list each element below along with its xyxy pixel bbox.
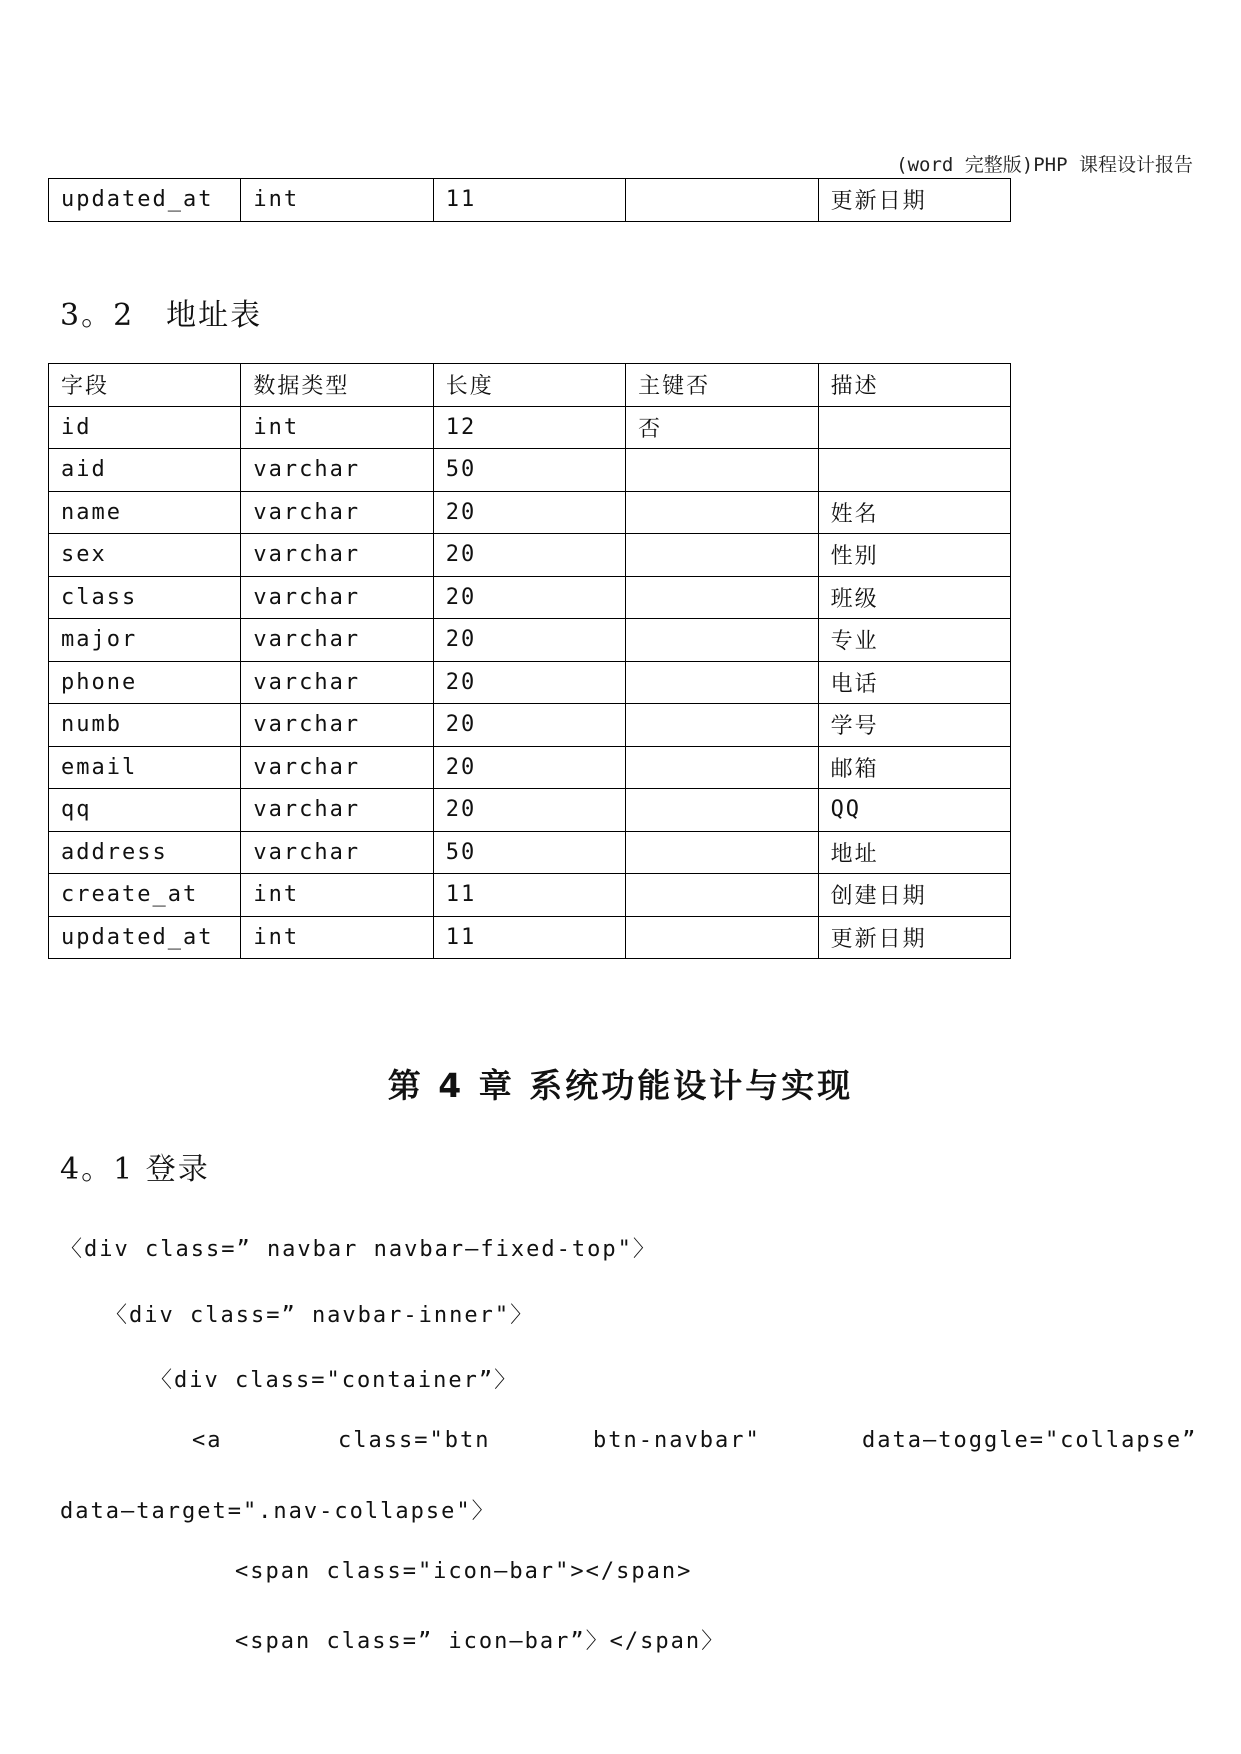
- table-cell: [626, 746, 818, 789]
- code-token: <a: [192, 1428, 223, 1453]
- code-token: btn-navbar": [593, 1428, 761, 1453]
- table-cell: varchar: [241, 704, 433, 747]
- table-row: [49, 874, 1011, 917]
- table-row: [49, 789, 1011, 832]
- table-cell: [626, 789, 818, 832]
- table-cell: 20: [433, 661, 625, 704]
- table-row: [49, 746, 1011, 789]
- table-cell: sex: [49, 534, 241, 577]
- table-row: [49, 534, 1011, 577]
- table-cell: email: [49, 746, 241, 789]
- table-row: [49, 619, 1011, 662]
- table-cell: 20: [433, 746, 625, 789]
- table-cell: 学号: [818, 704, 1010, 747]
- table-cell: class: [49, 576, 241, 619]
- table-cell: 11: [433, 874, 625, 917]
- table-cell: [626, 534, 818, 577]
- table-cell: 20: [433, 491, 625, 534]
- table-cell: 20: [433, 534, 625, 577]
- table-cell: varchar: [241, 491, 433, 534]
- table-cell: int: [241, 916, 433, 959]
- code-token: class="btn: [338, 1428, 491, 1453]
- table-cell: 更新日期: [818, 179, 1010, 222]
- chapter-title: 第 4 章 系统功能设计与实现: [387, 1066, 854, 1105]
- code-line: 〈div class="container”〉: [150, 1368, 519, 1393]
- column-header: 描述: [818, 364, 1010, 407]
- table-cell: numb: [49, 704, 241, 747]
- table-cell: 否: [626, 406, 818, 449]
- table-cell: updated_at: [49, 916, 241, 959]
- table-cell: varchar: [241, 534, 433, 577]
- table-row: [49, 179, 1011, 222]
- column-header: 长度: [433, 364, 625, 407]
- table-cell: 姓名: [818, 491, 1010, 534]
- table-cell: varchar: [241, 449, 433, 492]
- table-cell: int: [241, 874, 433, 917]
- column-header: 主键否: [626, 364, 818, 407]
- table-cell: 12: [433, 406, 625, 449]
- table-cell: aid: [49, 449, 241, 492]
- table-cell: 地址: [818, 831, 1010, 874]
- table-cell: 电话: [818, 661, 1010, 704]
- table-cell: [626, 449, 818, 492]
- table-cell: 11: [433, 916, 625, 959]
- table-cell: [818, 449, 1010, 492]
- table-cell: 11: [433, 179, 625, 222]
- table-cell: varchar: [241, 661, 433, 704]
- table-row: [49, 449, 1011, 492]
- code-token: data—toggle="collapse”: [862, 1428, 1198, 1453]
- table-cell: [626, 619, 818, 662]
- column-header: 数据类型: [241, 364, 433, 407]
- table-cell: int: [241, 179, 433, 222]
- table-cell: address: [49, 831, 241, 874]
- table-cell: 更新日期: [818, 916, 1010, 959]
- address-table: [48, 363, 1011, 959]
- top-table-continuation: [48, 178, 1011, 222]
- table-row: [49, 661, 1011, 704]
- table-cell: name: [49, 491, 241, 534]
- column-header: 字段: [49, 364, 241, 407]
- table-cell: [626, 874, 818, 917]
- table-cell: qq: [49, 789, 241, 832]
- table-cell: id: [49, 406, 241, 449]
- table-cell: [626, 704, 818, 747]
- section-heading-4-1: 4。1 登录: [60, 1152, 210, 1187]
- table-cell: [626, 491, 818, 534]
- table-cell: [626, 576, 818, 619]
- table-row: [49, 406, 1011, 449]
- table-cell: 性别: [818, 534, 1010, 577]
- table-header-row: [49, 364, 1011, 407]
- section-heading-3-2: 3。2 地址表: [60, 298, 263, 333]
- table-cell: [626, 179, 818, 222]
- table-row: [49, 576, 1011, 619]
- table-cell: [626, 831, 818, 874]
- table-cell: varchar: [241, 831, 433, 874]
- table-row: [49, 491, 1011, 534]
- table-cell: QQ: [818, 789, 1010, 832]
- table-cell: phone: [49, 661, 241, 704]
- table-cell: [818, 406, 1010, 449]
- code-line: 〈div class=” navbar navbar—fixed-top"〉: [60, 1237, 657, 1262]
- table-cell: 班级: [818, 576, 1010, 619]
- table-cell: 20: [433, 619, 625, 662]
- table-cell: varchar: [241, 619, 433, 662]
- table-cell: updated_at: [49, 179, 241, 222]
- table-cell: create_at: [49, 874, 241, 917]
- table-cell: major: [49, 619, 241, 662]
- table-cell: varchar: [241, 789, 433, 832]
- table-cell: [626, 916, 818, 959]
- table-cell: 20: [433, 789, 625, 832]
- table-cell: [626, 661, 818, 704]
- table-cell: 20: [433, 576, 625, 619]
- code-line: 〈div class=” navbar-inner"〉: [105, 1303, 535, 1328]
- running-header: (word 完整版)PHP 课程设计报告: [896, 154, 1193, 176]
- table-cell: varchar: [241, 746, 433, 789]
- table-cell: 邮箱: [818, 746, 1010, 789]
- code-line: data—target=".nav-collapse"〉: [60, 1499, 496, 1524]
- table-cell: int: [241, 406, 433, 449]
- table-cell: varchar: [241, 576, 433, 619]
- table-cell: 50: [433, 449, 625, 492]
- table-cell: 专业: [818, 619, 1010, 662]
- table-cell: 50: [433, 831, 625, 874]
- code-line: <span class=” icon—bar”〉</span〉: [235, 1629, 726, 1654]
- table-cell: 20: [433, 704, 625, 747]
- table-cell: 创建日期: [818, 874, 1010, 917]
- code-line: <span class="icon—bar"></span>: [235, 1559, 693, 1584]
- table-row: [49, 916, 1011, 959]
- table-row: [49, 704, 1011, 747]
- table-row: [49, 831, 1011, 874]
